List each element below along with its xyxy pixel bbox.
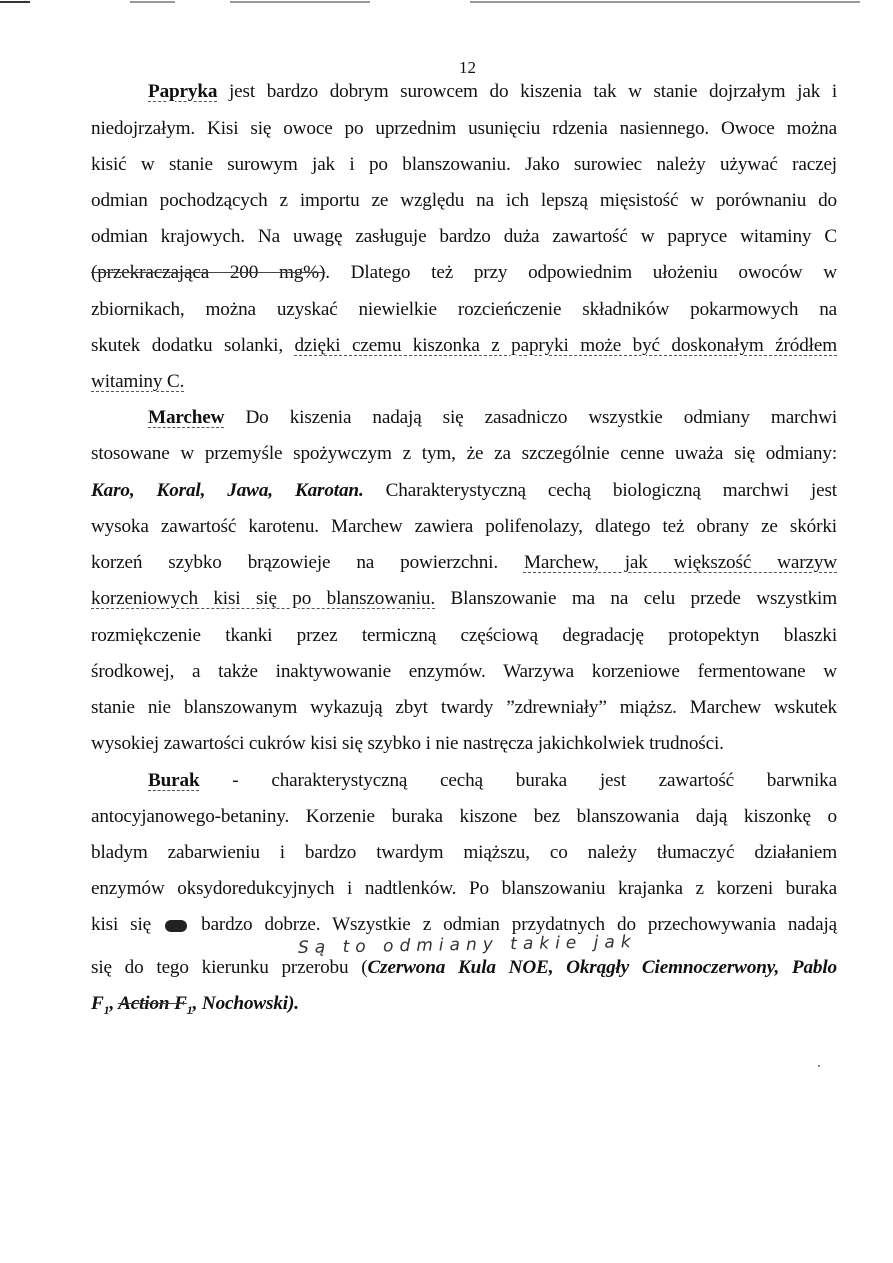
struck-text: Action $F_1$ [118, 993, 193, 1017]
marchew-line-9: stanie nie blanszowanym wykazują zbyt twardy ”zdrewniały” miąższ. Marchew wskutek [91, 697, 837, 718]
burak-line-1: Burak - charakterystyczną cechą buraka jest zawartość barwnika [148, 770, 837, 791]
papryka-line-9 [91, 370, 837, 394]
underlined-text: korzeniowych kisi się po blanszowaniu. [91, 588, 436, 609]
burak-heading: Burak [148, 770, 200, 791]
papryka-line-1: Papryka jest bardzo dobrym surowcem do kiszenia tak w stanie dojrzałym jak i [148, 81, 837, 102]
papryka-line-7: zbiornikach, można uzyskać niewielkie rozcieńczenie składników pokarmowych na [91, 299, 837, 320]
burak-line-4: enzymów oksydoredukcyjnych i nadtlenków. Po blanszowaniu krajanka z korzeni buraka [91, 878, 837, 899]
marchew-line-5: korzeń szybko brązowieje na powierzchni. Marchew, jak większość warzyw [91, 552, 837, 573]
papryka-line-4: odmian pochodzących z importu ze względu na ich lepszą mięsistość w porównaniu do [91, 190, 837, 211]
carrot-varieties: Karo, Koral, Jawa, Karotan. [91, 480, 364, 501]
marchew-line-8: środkowej, a także inaktywowanie enzymów. Warzywa korzeniowe fermentowane w [91, 661, 837, 682]
papryka-line-3: kisić w stanie surowym jak i po blanszowaniu. Jako surowiec należy używać raczej [91, 154, 837, 175]
marchew-line-2: stosowane w przemyśle spożywczym z tym, że za szczególnie cenne uważa się odmiany: [91, 443, 837, 464]
underlined-text: dzięki czemu kiszonka z papryki może być doskonałym źródłem [294, 335, 837, 356]
marchew-heading: Marchew [148, 407, 225, 428]
scan-edge-artifact [0, 0, 893, 4]
burak-line-3: bladym zabarwieniu i bardzo twardym miąższu, co należy tłumaczyć działaniem [91, 842, 837, 863]
scan-speck [818, 1065, 820, 1067]
marchew-line-6: korzeniowych kisi się po blanszowaniu. Blanszowanie ma na celu przede wszystkim [91, 588, 837, 609]
marchew-line-4: wysoka zawartość karotenu. Marchew zawiera polifenolazy, dlatego też obrany ze skórki [91, 516, 837, 537]
marchew-line-1: Marchew Do kiszenia nadają się zasadniczo wszystkie odmiany marchwi [148, 407, 837, 428]
burak-line-7: $F_1$, Action $F_1$, Nochowski). [91, 993, 299, 1017]
burak-line-5: kisi się bardzo dobrze. Wszystkie z odmian przydatnych do przechowywania nadają [91, 914, 838, 935]
handwritten-note: Są to odmiany takie jak [297, 932, 637, 958]
papryka-line-5: odmian krajowych. Na uwagę zasługuje bardzo duża zawartość w papryce witaminy C [91, 226, 837, 247]
marchew-line-10: wysokiej zawartości cukrów kisi się szybko i nie nastręcza jakichkolwiek trudności. [91, 733, 724, 754]
marchew-line-7: rozmiękczenie tkanki przez termiczną częściową degradację protopektyn blaszki [91, 625, 837, 646]
page-number: 12 [459, 58, 476, 77]
papryka-line-6: (przekraczająca 200 mg%). Dlatego też przy odpowiednim ułożeniu owoców w [91, 262, 837, 283]
struck-text: (przekraczająca 200 mg%) [91, 262, 326, 283]
papryka-heading: Papryka [148, 81, 218, 102]
burak-line-6: się do tego kierunku przerobu (Czerwona Kula NOE, Okrągły Ciemnoczerwony, Pablo [91, 957, 837, 978]
papryka-line-8: skutek dodatku solanki, dzięki czemu kiszonka z papryki może być doskonałym źródłem [91, 335, 837, 356]
underlined-text: witaminy C. [91, 371, 185, 392]
burak-line-2: antocyjanowego-betaniny. Korzenie buraka kiszone bez blanszowania dają kiszonkę o [91, 806, 837, 827]
papryka-line-2: niedojrzałym. Kisi się owoce po uprzednim usunięciu rdzenia nasiennego. Owoce można [91, 118, 837, 139]
underlined-text: Marchew, jak większość warzyw [523, 552, 837, 573]
ink-blot [165, 920, 187, 932]
marchew-line-3: Karo, Koral, Jawa, Karotan. Charakterystyczną cechą biologiczną marchwi jest [91, 480, 837, 501]
beet-varieties: Czerwona Kula NOE, Okrągły Ciemnoczerwony, Pablo [367, 957, 837, 978]
